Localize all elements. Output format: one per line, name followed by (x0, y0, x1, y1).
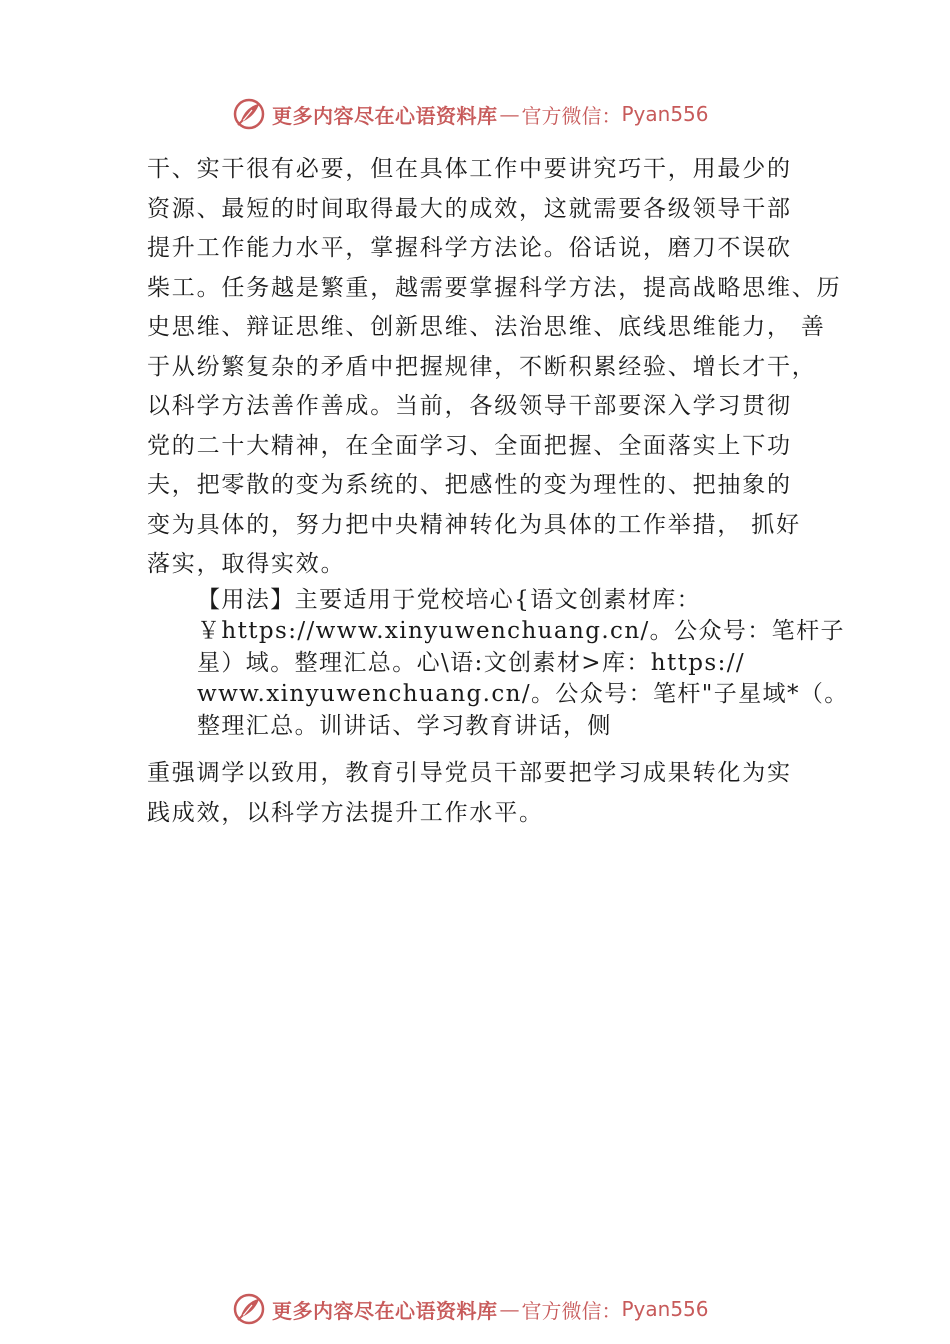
closing-line: 重强调学以致用，教育引导党员干部要把学习成果转化为实 (147, 760, 792, 786)
usage-line: www.xinyuwenchuang.cn/。公众号：笔杆"子星域*（。 (197, 681, 849, 707)
usage-block (197, 585, 849, 743)
usage-line: 整理汇总。训讲话、学习教育讲话，侧 (197, 712, 612, 739)
paragraph-line: 提升工作能力水平，掌握科学方法论。俗话说，磨刀不误砍 (147, 235, 792, 261)
usage-line: ￥https://www.xinyuwenchuang.cn/。公众号：笔杆子 (197, 618, 845, 644)
main-paragraph (147, 150, 842, 585)
paragraph-line: 干、实干很有必要，但在具体工作中要讲究巧干，用最少的 (147, 156, 792, 182)
closing-line: 践成效，以科学方法提升工作水平。 (147, 799, 544, 826)
header-banner (232, 94, 709, 134)
banner-separator: — (499, 1297, 520, 1321)
document-body (147, 150, 849, 833)
closing-paragraph (147, 754, 817, 833)
paragraph-line: 党的二十大精神，在全面学习、全面把握、全面落实上下功 (147, 432, 792, 459)
banner-separator: — (499, 102, 520, 126)
paragraph-line: 于从纷繁复杂的矛盾中把握规律，不断积累经验、增长才干， (147, 353, 817, 380)
usage-line: 星）域。整理汇总。心\语:文创素材>库：https:// (197, 649, 746, 676)
usage-line: 【用法】主要适用于党校培心{语文创素材库： (197, 586, 702, 613)
banner-wechat-id: Pyan556 (621, 102, 709, 126)
banner-wechat-id: Pyan556 (621, 1297, 709, 1321)
banner-title: 更多内容尽在心语资料库 (272, 103, 498, 128)
paragraph-line: 史思维、辩证思维、创新思维、法治思维、底线思维能力， 善 (147, 314, 826, 340)
paragraph-line: 落实，取得实效。 (147, 551, 346, 577)
paragraph-line: 资源、最短的时间取得最大的成效，这就需要各级领导干部 (147, 195, 792, 222)
paragraph-line: 以科学方法善作善成。当前，各级领导干部要深入学习贯彻 (147, 393, 792, 419)
red-leaf-pen-logo-icon (232, 1292, 266, 1326)
paragraph-line: 变为具体的，努力把中央精神转化为具体的工作举措， 抓好 (147, 511, 801, 538)
paragraph-line: 夫，把零散的变为系统的、把感性的变为理性的、把抽象的 (147, 472, 792, 498)
paragraph-line: 柴工。任务越是繁重，越需要掌握科学方法，提高战略思维、历 (147, 274, 842, 301)
banner-official-label: 官方微信： (521, 1298, 622, 1323)
red-leaf-pen-logo-icon (232, 97, 266, 131)
footer-banner (232, 1289, 709, 1329)
banner-title: 更多内容尽在心语资料库 (272, 1298, 498, 1323)
banner-official-label: 官方微信： (521, 103, 622, 128)
